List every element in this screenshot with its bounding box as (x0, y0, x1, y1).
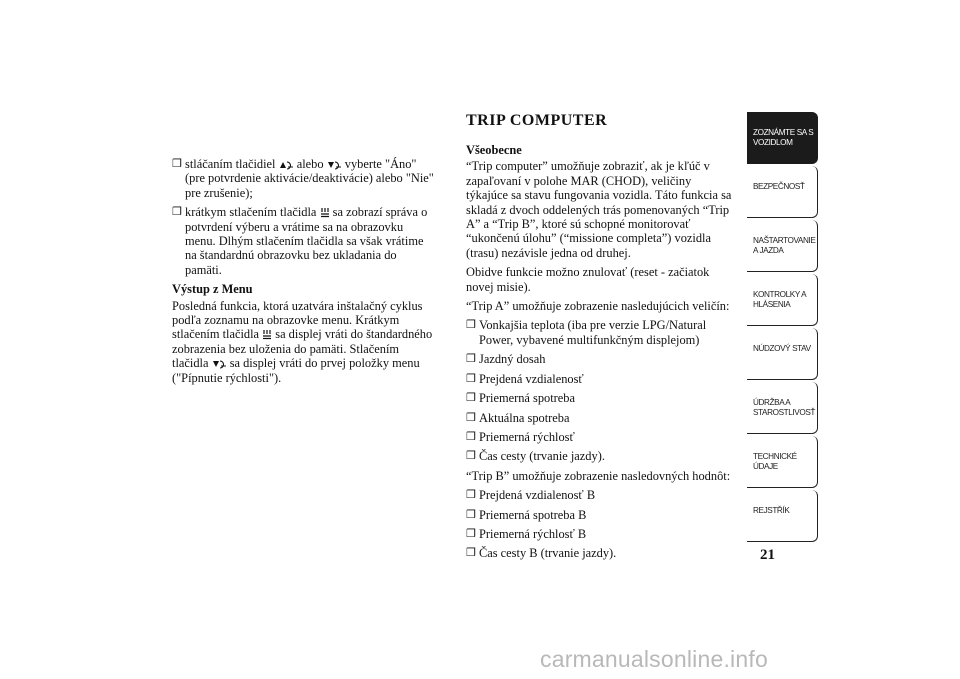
down-arrow-button-icon (212, 358, 227, 368)
text: sa displej vráti do štandardného zobrazenia bez uloženia do pamäti. Stlačením tlačidla (172, 327, 433, 371)
text: Priemerná rýchlosť B (479, 526, 587, 541)
text: sa zobrazí správa o potvrdení výberu a vrátime sa na obrazovku menu. Dlhým stlačením tlačidla sa však vrátime na štandardnú obrazovku bez ukladania do pamäti. (185, 205, 428, 277)
exit-paragraph (172, 299, 434, 385)
bullet-icon: ❒ (172, 206, 182, 219)
text: alebo (296, 157, 324, 171)
text: Posledná funkcia, ktorá uzatvára inštalačný cyklus podľa zoznamu na obrazovke menu. Krátkym stlačením tlačidla (172, 298, 423, 342)
bullet-icon: ❒ (466, 489, 476, 502)
up-arrow-button-icon (279, 159, 294, 169)
paragraph: “Trip A” umožňuje zobrazenie nasledujúcich veličín: (466, 299, 730, 314)
text: vyberte "Áno" (pre potvrdenie aktivácie/deaktivácie) alebo "Nie" pre zrušenie); (185, 157, 434, 200)
section-subheading: Všeobecne (466, 143, 522, 157)
text: Prejdená vzdialenosť (479, 371, 584, 386)
text: Aktuálna spotreba (479, 410, 570, 425)
section-title: TRIP COMPUTER (466, 112, 608, 129)
bullet-icon: ❒ (466, 450, 476, 463)
down-arrow-button-icon (327, 159, 342, 169)
bullet-icon: ❒ (466, 372, 476, 385)
bullet-icon: ❒ (466, 430, 476, 443)
list-item (466, 527, 734, 541)
trip-a-list (466, 318, 734, 463)
menu-button-icon (320, 207, 330, 217)
tab-zoznamte-sa[interactable]: ZOZNÁMTE SA S VOZIDLOM (747, 112, 818, 164)
list-item (172, 157, 434, 200)
text: Vonkajšia teplota (iba pre verzie LPG/Natural Power, vybavené multifunkčným displejom) (479, 318, 707, 347)
bullet-icon: ❒ (466, 411, 476, 424)
text: Priemerná spotreba (479, 391, 575, 406)
bullet-icon: ❒ (466, 527, 476, 540)
left-column (172, 157, 434, 390)
list-item (466, 508, 734, 522)
tab-udrzba[interactable]: ÚDRŽBA A STAROSTLIVOSŤ (747, 382, 818, 434)
list-item (466, 391, 734, 405)
list-item (466, 411, 734, 425)
list-item (466, 352, 734, 366)
text: Čas cesty (trvanie jazdy). (479, 449, 605, 464)
tab-bezpecnost[interactable]: BEZPEČNOSŤ (747, 166, 818, 218)
list-item (466, 318, 734, 347)
list-item (466, 488, 734, 502)
text: Jazdný dosah (479, 352, 546, 367)
text: sa displej vráti do prvej položky menu ("Pípnutie rýchlosti"). (172, 356, 420, 385)
chapter-tabs (747, 112, 818, 544)
tab-kontrolky[interactable]: KONTROLKY A HLÁSENIA (747, 274, 818, 326)
text: Prejdená vzdialenosť B (479, 488, 596, 503)
text: Priemerná rýchlosť (479, 429, 575, 444)
tab-nastartovanie[interactable]: NAŠTARTOVANIE A JAZDA (747, 220, 818, 272)
paragraph: “Trip B” umožňuje zobrazenie nasledovných hodnôt: (466, 468, 731, 483)
bullet-icon: ❒ (466, 353, 476, 366)
tab-rejstrik[interactable]: REJSTŘÍK (747, 490, 818, 542)
bullet-icon: ❒ (466, 508, 476, 521)
bullet-icon: ❒ (172, 158, 182, 170)
list-item (466, 449, 734, 463)
text: krátkym stlačením tlačidla (185, 205, 317, 220)
watermark: carmanualsonline.info (540, 646, 768, 672)
text: Čas cesty B (trvanie jazdy). (479, 546, 617, 561)
exit-heading: Výstup z Menu (172, 282, 253, 297)
menu-button-icon (262, 329, 272, 339)
list-item (466, 372, 734, 386)
trip-b-list (466, 488, 734, 561)
bullet-icon: ❒ (466, 392, 476, 405)
text: stláčaním tlačidiel (185, 157, 276, 171)
page-number: 21 (760, 547, 775, 563)
paragraph: “Trip computer” umožňuje zobraziť, ak je kľúč v zapaľovaní v polohe MAR (CHOD), veličiny týkajúce sa stavu fungovania vozidla. Táto funkcia sa skladá z dvoch oddelených trás pomenovaných “Trip A” a “Trip B”, ktoré sú schopné monitorovať “ukončenú úlohu” (“missione completa”) vozidla (trasu) nezávisle jedna od druhej. (466, 159, 732, 260)
list-item (466, 430, 734, 444)
bullet-icon: ❒ (466, 319, 476, 332)
right-column (466, 112, 734, 566)
list-item (466, 546, 734, 560)
list-item (172, 205, 434, 277)
text: Priemerná spotreba B (479, 507, 587, 522)
paragraph: Obidve funkcie možno znulovať (reset - začiatok novej misie). (466, 265, 710, 294)
bullet-icon: ❒ (466, 547, 476, 560)
tab-nudzovy-stav[interactable]: NÚDZOVÝ STAV (747, 328, 818, 380)
tab-technicke-udaje[interactable]: TECHNICKÉ ÚDAJE (747, 436, 818, 488)
